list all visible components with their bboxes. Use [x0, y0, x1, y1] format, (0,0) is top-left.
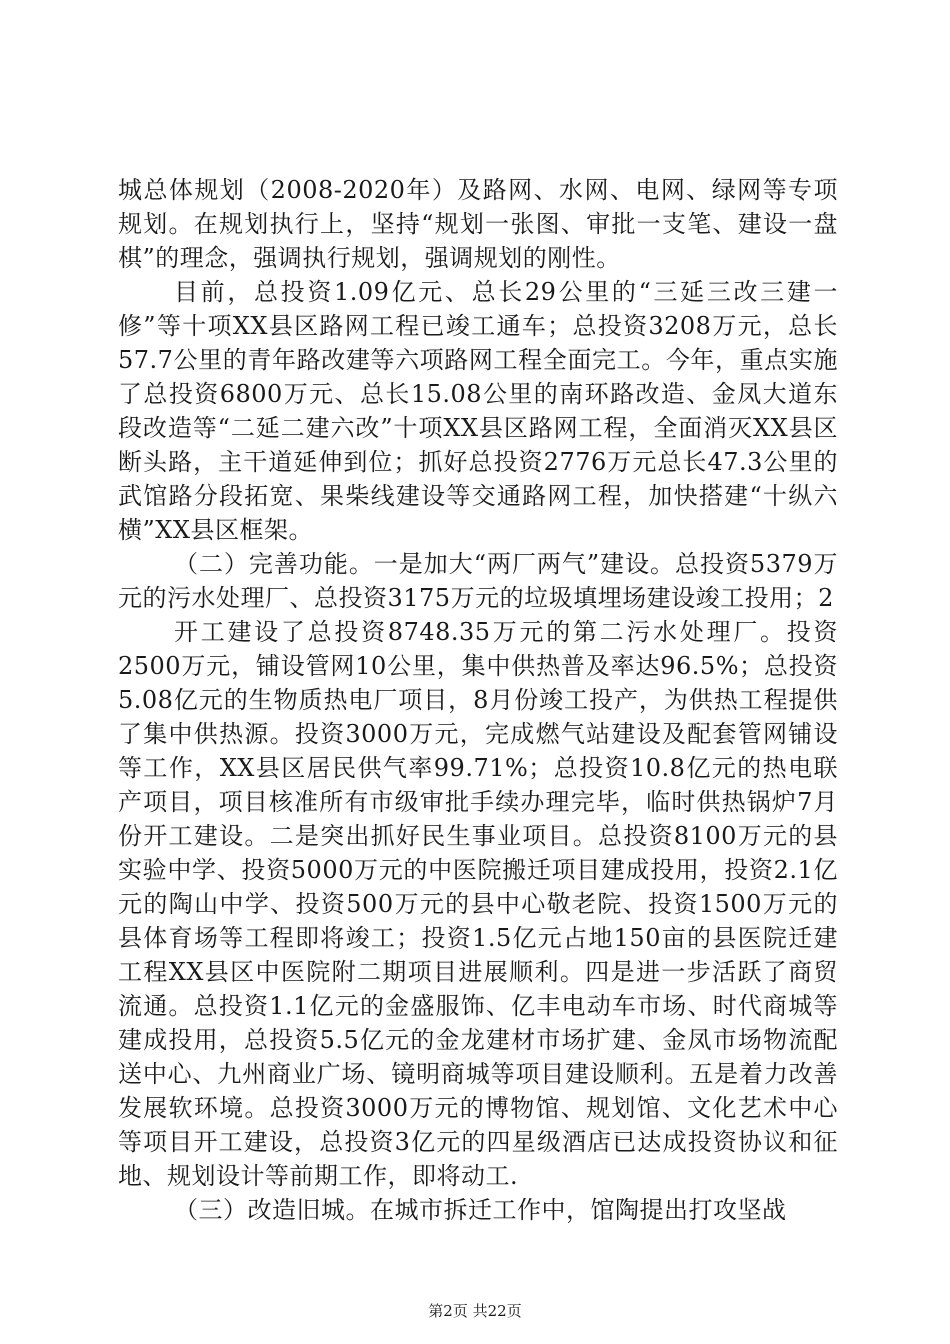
paragraph-old-city-renovation: （三）改造旧城。在城市拆迁工作中，馆陶提出打攻坚战 — [174, 1196, 787, 1224]
paragraph-construction-projects: 开工建设了总投资8748.35万元的第二污水处理厂。投资2500万元，铺设管网10公里，集中供热普及率达96.5%；总投资5.08亿元的生物质热电厂项目，8月份竣工投产，为供热工程提供了集中供热源。投资3000万元，完成燃气站建设及配套管网铺设等工作，XX县区居民供气率99.71%；总投资10.8亿元的热电联产项目，项目核准所有市级审批手续办理完毕，临时供热锅炉7月份开工建设。二是突出抓好民生事业项目。总投资8100万元的县实验中学、投资5000万元的中医院搬迁项目建成投用，投资2.1亿元的陶山中学、投资500万元的县中心敬老院、投资1500万元的县体育场等工程即将竣工；投资1.5亿元占地150亩的县医院迁建工程XX县区中医院附二期项目进展顺利。四是进一步活跃了商贸流通。总投资1.1亿元的金盛服饰、亿丰电动车市场、时代商城等建成投用，总投资5.5亿元的金龙建材市场扩建、金凤市场物流配送中心、九州商业广场、镜明商城等项目建设顺利。五是着力改善发展软环境。总投资3000万元的博物馆、规划馆、文化艺术中心等项目开工建设，总投资3亿元的四星级酒店已达成投资协议和征地、规划设计等前期工作，即将动工. — [118, 618, 838, 1190]
body-text — [118, 173, 838, 1227]
page-footer: 第2页 共22页 — [428, 1302, 522, 1320]
paragraph-improve-functions: （二）完善功能。一是加大“两厂两气”建设。总投资5379万元的污水处理厂、总投资3175万元的垃圾填埋场建设竣工投用；2 — [118, 550, 838, 612]
paragraph-road-network: 目前，总投资1.09亿元、总长29公里的“三延三改三建一修”等十项XX县区路网工程已竣工通车；总投资3208万元，总长57.7公里的青年路改建等六项路网工程全面完工。今年，重点实施了总投资6800万元、总长15.08公里的南环路改造、金凤大道东段改造等“二延二建六改”十项XX县区路网工程，全面消灭XX县区断头路，主干道延伸到位；抓好总投资2776万元总长47.3公里的武馆路分段拓宽、果柴线建设等交通路网工程，加快搭建“十纵六横”XX县区框架。 — [118, 278, 838, 544]
paragraph-planning: 城总体规划（2008-2020年）及路网、水网、电网、绿网等专项规划。在规划执行上，坚持“规划一张图、审批一支笔、建设一盘棋”的理念，强调执行规划，强调规划的刚性。 — [118, 176, 838, 272]
